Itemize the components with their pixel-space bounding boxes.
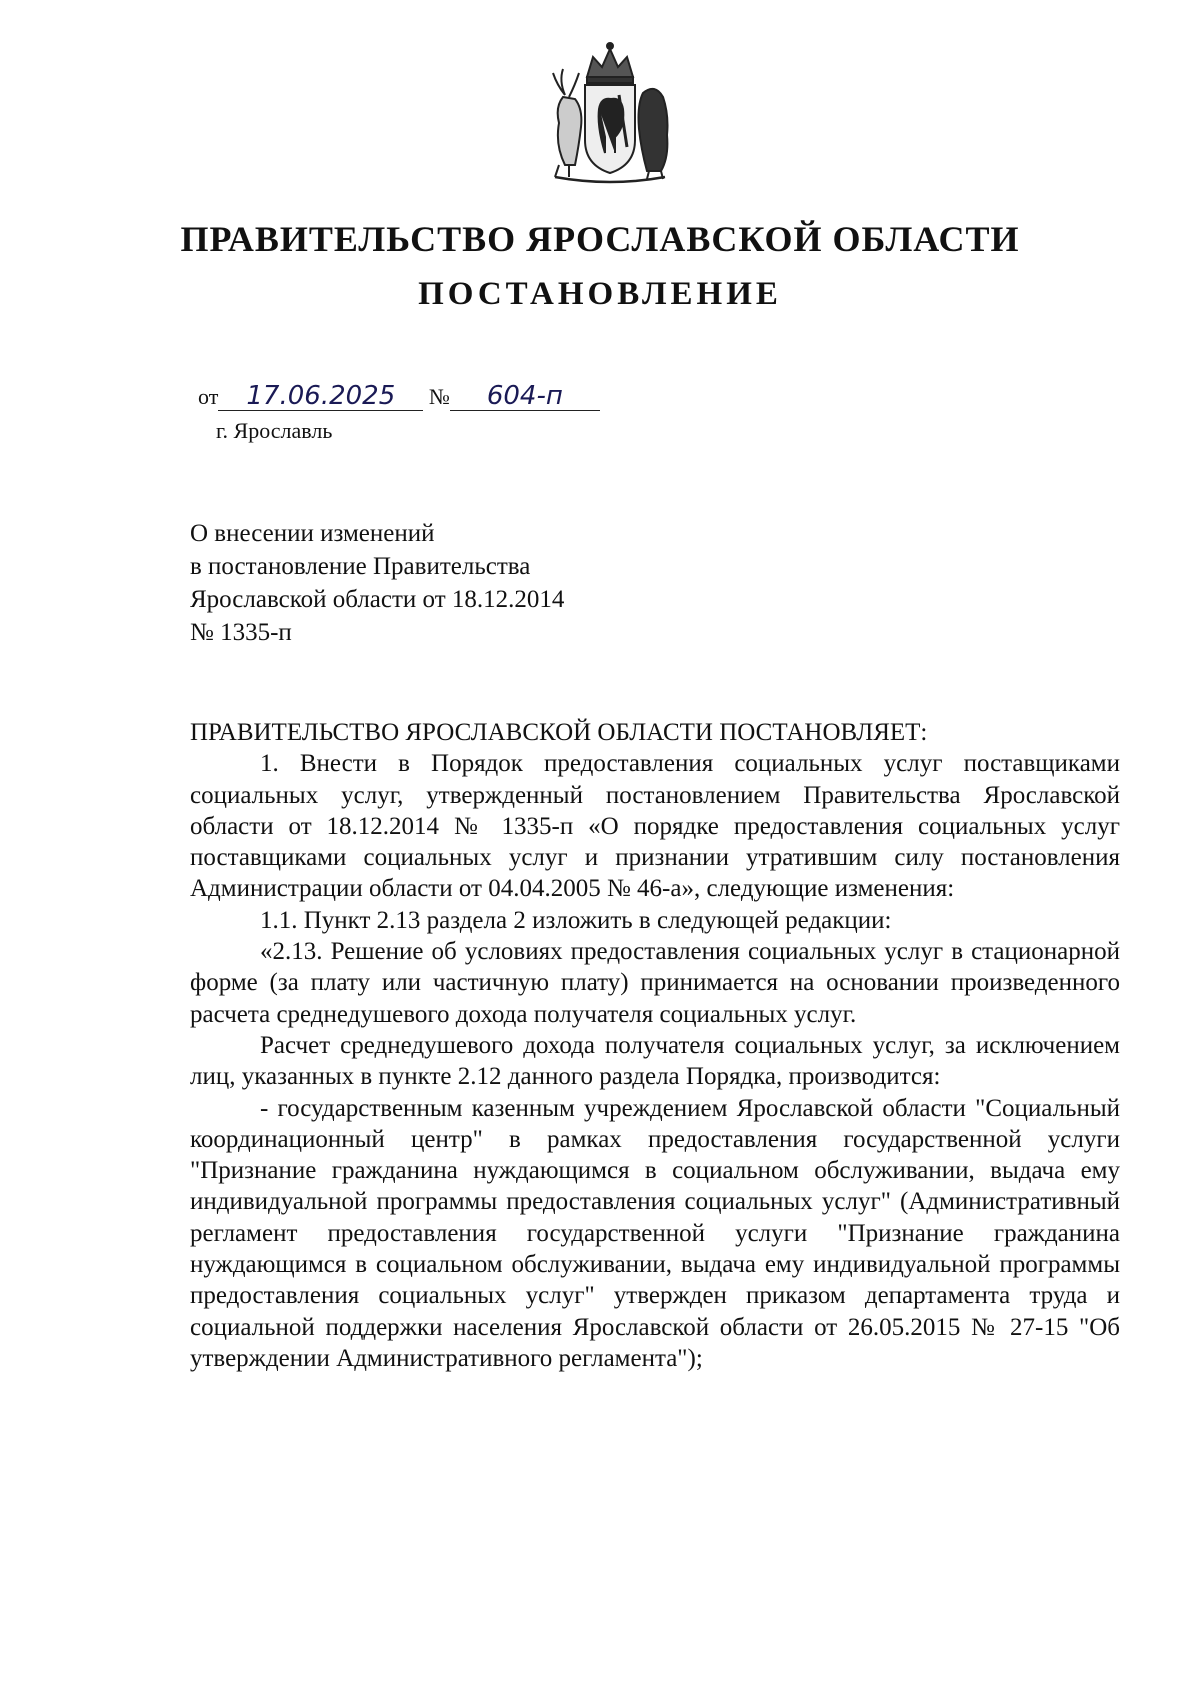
organization-title: ПРАВИТЕЛЬСТВО ЯРОСЛАВСКОЙ ОБЛАСТИ — [180, 219, 1020, 259]
coat-of-arms-emblem — [535, 35, 685, 185]
document-date: 17.06.2025 — [218, 382, 423, 411]
number-prefix: № — [428, 384, 450, 409]
document-type: ПОСТАНОВЛЕНИЕ — [418, 276, 782, 312]
paragraph-2-13: «2.13. Решение об условиях предоставления социальных услуг в стационарной форме (за плату или частичную плату) принимается на основании произведенного расчета среднедушевого дохода получателя социальных услуг. — [190, 938, 1120, 1028]
resolution-lead: ПРАВИТЕЛЬСТВО ЯРОСЛАВСКОЙ ОБЛАСТИ ПОСТАНОВЛЯЕТ: — [190, 719, 928, 746]
subject-line: О внесении изменений — [190, 520, 435, 547]
date-prefix: от — [198, 384, 219, 409]
document-number: 604-п — [450, 382, 600, 411]
subject-line: в постановление Правительства — [190, 553, 531, 580]
document-body — [190, 717, 1120, 1374]
subject-line: Ярославской области от 18.12.2014 — [190, 586, 565, 613]
paragraph-item-1: 1. Внести в Порядок предоставления социальных услуг поставщиками социальных услуг, утвержденный постановлением Правительства Ярославской области от 18.12.2014 № 1335-п «О порядке предоставления социальных услуг поставщиками социальных услуг и признании утратившим силу постановления Администрации области от 04.04.2005 № 46-а», следующие изменения: — [190, 750, 1120, 903]
paragraph-dash-item: - государственным казенным учреждением Ярославской области "Социальный координационный центр" в рамках предоставления государственной услуги "Признание гражданина нуждающимся в социальном обслуживании, выдача ему индивидуальной программы предоставления социальных услуг" (Административный регламент предоставления государственной услуги "Признание гражданина нуждающимся в социальном обслуживании, выдача ему индивидуальной программы предоставления социальных услуг" утвержден приказом департамента труда и социальной поддержки населения Ярославской области от 26.05.2015 № 27-15 "Об утверждении Административного регламента"); — [190, 1094, 1120, 1372]
paragraph-calculation: Расчет среднедушевого дохода получателя социальных услуг, за исключением лиц, указанных в пункте 2.12 данного раздела Порядка, производится: — [190, 1031, 1120, 1091]
subject-line: № 1335-п — [190, 619, 292, 646]
paragraph-item-1-1: 1.1. Пункт 2.13 раздела 2 изложить в следующей редакции: — [260, 906, 892, 934]
document-subject — [190, 517, 564, 649]
document-meta — [198, 382, 600, 411]
city: г. Ярославль — [216, 418, 333, 443]
